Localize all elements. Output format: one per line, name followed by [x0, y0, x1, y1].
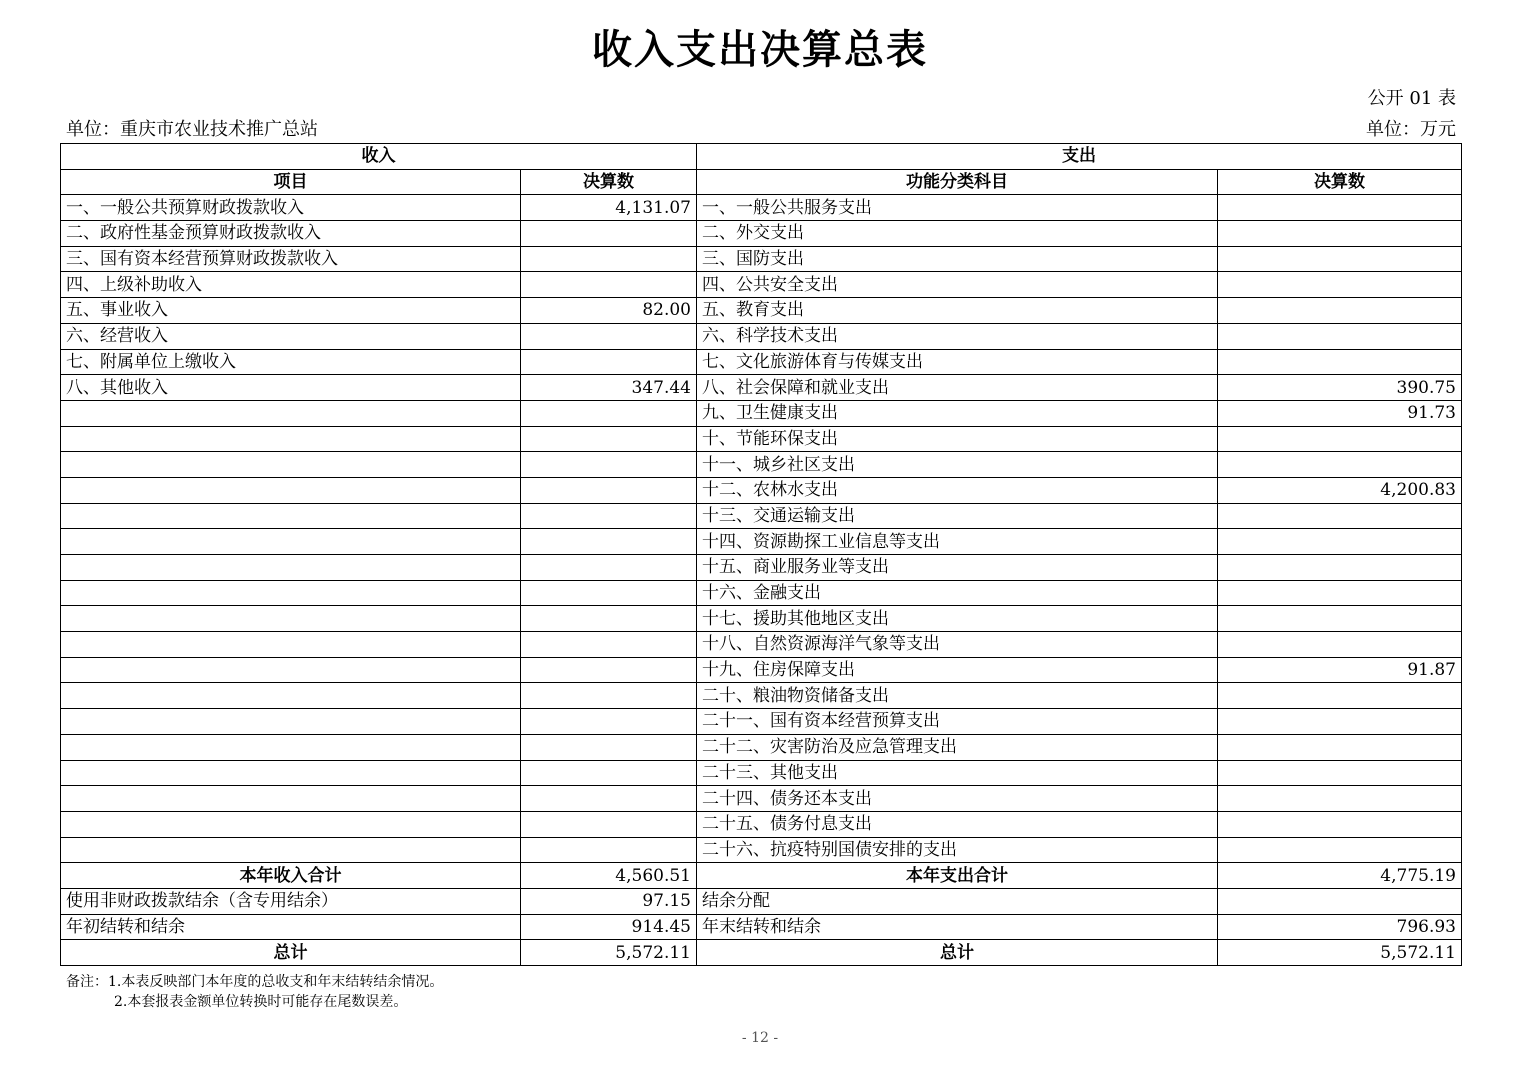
- expense-total-value: 4,775.19: [1218, 863, 1462, 889]
- income-amount-cell: 347.44: [521, 375, 697, 401]
- income-amount-column-header: 决算数: [521, 169, 697, 195]
- income-item-cell: 七、附属单位上缴收入: [61, 349, 521, 375]
- expense-amount-cell: [1218, 580, 1462, 606]
- nonfiscal-label: 使用非财政拨款结余（含专用结余）: [61, 888, 521, 914]
- table-row: [61, 580, 1462, 606]
- expense-item-cell: 十八、自然资源海洋气象等支出: [697, 632, 1218, 658]
- expense-total-label: 本年支出合计: [697, 863, 1218, 889]
- expense-item-cell: 十六、金融支出: [697, 580, 1218, 606]
- expense-amount-cell: [1218, 503, 1462, 529]
- income-amount-cell: [521, 529, 697, 555]
- expense-item-cell: 九、卫生健康支出: [697, 400, 1218, 426]
- income-item-cell: [61, 760, 521, 786]
- expense-item-cell: 二十六、抗疫特别国债安排的支出: [697, 837, 1218, 863]
- income-item-cell: [61, 452, 521, 478]
- note-2: 2.本套报表金额单位转换时可能存在尾数误差。: [114, 994, 408, 1010]
- income-amount-cell: [521, 555, 697, 581]
- income-total-value: 4,560.51: [521, 863, 697, 889]
- income-total-label: 本年收入合计: [61, 863, 521, 889]
- income-item-cell: [61, 529, 521, 555]
- expense-header: 支出: [697, 144, 1462, 170]
- income-item-cell: [61, 709, 521, 735]
- income-amount-cell: [521, 246, 697, 272]
- table-row: [61, 503, 1462, 529]
- income-item-cell: [61, 555, 521, 581]
- income-amount-cell: [521, 323, 697, 349]
- income-item-cell: [61, 786, 521, 812]
- income-amount-cell: [521, 503, 697, 529]
- expense-item-cell: 四、公共安全支出: [697, 272, 1218, 298]
- income-item-cell: [61, 606, 521, 632]
- income-amount-cell: [521, 709, 697, 735]
- grand-total-expense-label: 总计: [697, 940, 1218, 966]
- expense-item-cell: 五、教育支出: [697, 298, 1218, 324]
- table-row: [61, 683, 1462, 709]
- carryover-row: [61, 914, 1462, 940]
- table-row: [61, 606, 1462, 632]
- table-row: [61, 195, 1462, 221]
- expense-amount-cell: [1218, 760, 1462, 786]
- income-item-cell: [61, 632, 521, 658]
- grand-total-income-label: 总计: [61, 940, 521, 966]
- expense-item-cell: 十五、商业服务业等支出: [697, 555, 1218, 581]
- income-amount-cell: [521, 272, 697, 298]
- table-row: [61, 734, 1462, 760]
- grand-total-row: [61, 940, 1462, 966]
- expense-item-cell: 十九、住房保障支出: [697, 657, 1218, 683]
- income-amount-cell: [521, 221, 697, 247]
- expense-amount-cell: [1218, 683, 1462, 709]
- grand-total-expense-value: 5,572.11: [1218, 940, 1462, 966]
- annual-total-row: [61, 863, 1462, 889]
- expense-amount-cell: [1218, 786, 1462, 812]
- page-number: - 12 -: [741, 1030, 779, 1046]
- expense-item-cell: 一、一般公共服务支出: [697, 195, 1218, 221]
- income-item-cell: [61, 657, 521, 683]
- income-item-cell: [61, 837, 521, 863]
- table-row: [61, 811, 1462, 837]
- expense-item-cell: 二、外交支出: [697, 221, 1218, 247]
- income-item-cell: 五、事业收入: [61, 298, 521, 324]
- table-row: [61, 657, 1462, 683]
- surplus-distribution-label: 结余分配: [697, 888, 1218, 914]
- income-item-cell: [61, 400, 521, 426]
- income-amount-cell: [521, 477, 697, 503]
- function-item-column-header: 功能分类科目: [697, 169, 1218, 195]
- unit-organization: 单位：重庆市农业技术推广总站: [66, 119, 318, 140]
- income-amount-cell: [521, 400, 697, 426]
- table-row: [61, 400, 1462, 426]
- expense-amount-cell: [1218, 426, 1462, 452]
- income-item-cell: 一、一般公共预算财政拨款收入: [61, 195, 521, 221]
- income-amount-cell: [521, 349, 697, 375]
- expense-item-cell: 七、文化旅游体育与传媒支出: [697, 349, 1218, 375]
- expense-amount-cell: [1218, 555, 1462, 581]
- expense-amount-cell: [1218, 606, 1462, 632]
- expense-amount-cell: [1218, 811, 1462, 837]
- notes: [66, 972, 443, 1012]
- table-row: [61, 632, 1462, 658]
- income-item-cell: 四、上级补助收入: [61, 272, 521, 298]
- income-amount-cell: 4,131.07: [521, 195, 697, 221]
- expense-amount-cell: [1218, 221, 1462, 247]
- expense-amount-cell: [1218, 837, 1462, 863]
- expense-amount-column-header: 决算数: [1218, 169, 1462, 195]
- table-group-header-row: [61, 144, 1462, 170]
- income-item-cell: [61, 580, 521, 606]
- expense-amount-cell: [1218, 452, 1462, 478]
- expense-item-cell: 二十四、债务还本支出: [697, 786, 1218, 812]
- grand-total-income-value: 5,572.11: [521, 940, 697, 966]
- income-amount-cell: [521, 657, 697, 683]
- income-item-cell: [61, 503, 521, 529]
- table-row: [61, 323, 1462, 349]
- note-1: 备注：1.本表反映部门本年度的总收支和年末结转结余情况。: [66, 974, 444, 990]
- table-row: [61, 221, 1462, 247]
- income-header: 收入: [61, 144, 697, 170]
- beginning-balance-label: 年初结转和结余: [61, 914, 521, 940]
- income-amount-cell: [521, 606, 697, 632]
- expense-amount-cell: [1218, 298, 1462, 324]
- surplus-distribution-value: [1218, 888, 1462, 914]
- expense-amount-cell: 91.73: [1218, 400, 1462, 426]
- table-row: [61, 452, 1462, 478]
- table-row: [61, 349, 1462, 375]
- expense-item-cell: 三、国防支出: [697, 246, 1218, 272]
- expense-item-cell: 八、社会保障和就业支出: [697, 375, 1218, 401]
- income-amount-cell: [521, 632, 697, 658]
- expense-item-cell: 十二、农林水支出: [697, 477, 1218, 503]
- table-row: [61, 246, 1462, 272]
- expense-item-cell: 六、科学技术支出: [697, 323, 1218, 349]
- income-amount-cell: [521, 683, 697, 709]
- table-row: [61, 709, 1462, 735]
- nonfiscal-row: [61, 888, 1462, 914]
- income-amount-cell: 82.00: [521, 298, 697, 324]
- income-item-cell: [61, 426, 521, 452]
- beginning-balance-value: 914.45: [521, 914, 697, 940]
- ending-balance-label: 年末结转和结余: [697, 914, 1218, 940]
- expense-item-cell: 二十五、债务付息支出: [697, 811, 1218, 837]
- expense-amount-cell: [1218, 195, 1462, 221]
- table-row: [61, 298, 1462, 324]
- page-title: 收入支出决算总表: [592, 26, 928, 73]
- expense-item-cell: 二十一、国有资本经营预算支出: [697, 709, 1218, 735]
- income-item-cell: 三、国有资本经营预算财政拨款收入: [61, 246, 521, 272]
- expense-amount-cell: [1218, 272, 1462, 298]
- income-amount-cell: [521, 580, 697, 606]
- expense-item-cell: 十七、援助其他地区支出: [697, 606, 1218, 632]
- item-column-header: 项目: [61, 169, 521, 195]
- income-amount-cell: [521, 786, 697, 812]
- table-row: [61, 272, 1462, 298]
- expense-item-cell: 二十三、其他支出: [697, 760, 1218, 786]
- expense-amount-cell: [1218, 734, 1462, 760]
- table-column-header-row: [61, 169, 1462, 195]
- income-amount-cell: [521, 837, 697, 863]
- expense-amount-cell: [1218, 246, 1462, 272]
- income-amount-cell: [521, 734, 697, 760]
- table-row: [61, 786, 1462, 812]
- expense-amount-cell: 390.75: [1218, 375, 1462, 401]
- income-item-cell: [61, 734, 521, 760]
- table-row: [61, 426, 1462, 452]
- expense-amount-cell: 91.87: [1218, 657, 1462, 683]
- unit-currency: 单位：万元: [1366, 119, 1456, 140]
- expense-item-cell: 二十、粮油物资储备支出: [697, 683, 1218, 709]
- expense-item-cell: 十一、城乡社区支出: [697, 452, 1218, 478]
- income-amount-cell: [521, 811, 697, 837]
- income-item-cell: 六、经营收入: [61, 323, 521, 349]
- expense-amount-cell: [1218, 323, 1462, 349]
- expense-item-cell: 二十二、灾害防治及应急管理支出: [697, 734, 1218, 760]
- expense-item-cell: 十、节能环保支出: [697, 426, 1218, 452]
- income-item-cell: [61, 683, 521, 709]
- income-amount-cell: [521, 452, 697, 478]
- budget-table: [60, 143, 1462, 966]
- ending-balance-value: 796.93: [1218, 914, 1462, 940]
- table-row: [61, 375, 1462, 401]
- income-item-cell: [61, 477, 521, 503]
- expense-amount-cell: 4,200.83: [1218, 477, 1462, 503]
- table-row: [61, 837, 1462, 863]
- table-row: [61, 529, 1462, 555]
- form-code: 公开 01 表: [1367, 88, 1456, 109]
- expense-amount-cell: [1218, 709, 1462, 735]
- income-item-cell: [61, 811, 521, 837]
- expense-item-cell: 十三、交通运输支出: [697, 503, 1218, 529]
- income-item-cell: 八、其他收入: [61, 375, 521, 401]
- income-amount-cell: [521, 760, 697, 786]
- expense-item-cell: 十四、资源勘探工业信息等支出: [697, 529, 1218, 555]
- expense-amount-cell: [1218, 632, 1462, 658]
- table-row: [61, 760, 1462, 786]
- nonfiscal-value: 97.15: [521, 888, 697, 914]
- table-row: [61, 477, 1462, 503]
- expense-amount-cell: [1218, 349, 1462, 375]
- income-item-cell: 二、政府性基金预算财政拨款收入: [61, 221, 521, 247]
- table-row: [61, 555, 1462, 581]
- expense-amount-cell: [1218, 529, 1462, 555]
- income-amount-cell: [521, 426, 697, 452]
